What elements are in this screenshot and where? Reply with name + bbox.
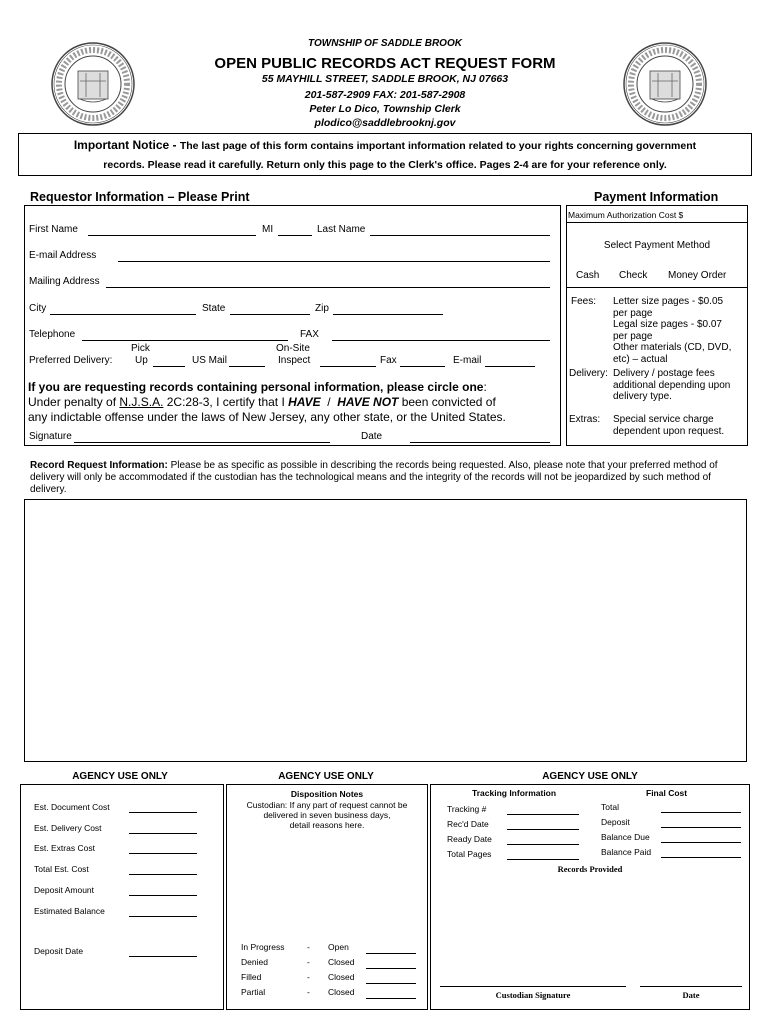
denied-closed-label: Closed bbox=[328, 957, 355, 967]
extras-line2: dependent upon request. bbox=[613, 425, 725, 437]
cash-option[interactable]: Cash bbox=[576, 270, 600, 281]
mailing-label: Mailing Address bbox=[29, 276, 100, 287]
total-pages-label: Total Pages bbox=[447, 849, 492, 859]
extras-label: Extras: bbox=[569, 414, 601, 425]
est-extras-cost-label: Est. Extras Cost bbox=[34, 843, 95, 853]
notes-line3: detail reasons here. bbox=[289, 820, 365, 830]
total-est-cost-field[interactable] bbox=[129, 874, 197, 875]
open-label: Open bbox=[328, 942, 349, 952]
pick-label: Pick bbox=[131, 343, 150, 354]
cert-slash: / bbox=[320, 395, 338, 409]
in-progress-label: In Progress bbox=[241, 942, 285, 952]
record-request-instructions bbox=[30, 460, 742, 496]
fax-label: FAX bbox=[300, 329, 319, 340]
balance-due-label: Balance Due bbox=[601, 832, 650, 842]
partial-label: Partial bbox=[241, 987, 266, 997]
est-delivery-cost-field[interactable] bbox=[129, 833, 197, 834]
fees-label: Fees: bbox=[571, 296, 597, 307]
state-field[interactable] bbox=[230, 314, 310, 315]
agency3-title: AGENCY USE ONLY bbox=[542, 771, 638, 782]
cert-head-text: If you are requesting records containing personal information, please circle one bbox=[28, 380, 484, 394]
tracking-info-title: Tracking Information bbox=[472, 788, 557, 798]
fax-field[interactable] bbox=[332, 340, 550, 341]
township-seal-right bbox=[622, 41, 708, 127]
preferred-delivery-label: Preferred Delivery: bbox=[29, 355, 113, 366]
signature-field[interactable] bbox=[74, 442, 330, 443]
partial-closed-field[interactable] bbox=[366, 998, 416, 999]
signature-label: Signature bbox=[29, 431, 72, 442]
telephone-field[interactable] bbox=[82, 340, 288, 341]
notes-line2: delivered in seven business days, bbox=[263, 810, 391, 820]
max-auth-label: Maximum Authorization Cost $ bbox=[568, 210, 684, 220]
tracking-no-label: Tracking # bbox=[447, 804, 487, 814]
onsite-label: On-Site bbox=[276, 343, 310, 354]
record-request-label: Record Request Information: bbox=[30, 460, 168, 471]
deposit-amount-label: Deposit Amount bbox=[34, 885, 95, 895]
check-option[interactable]: Check bbox=[619, 270, 648, 281]
disposition-notes-instructions bbox=[226, 800, 428, 830]
notice-line2: records. Please read it carefully. Return only this page to the Clerk's office. Pages 2-4 are for your reference only. bbox=[103, 159, 667, 171]
total-est-cost-label: Total Est. Cost bbox=[34, 864, 89, 874]
recd-date-label: Rec'd Date bbox=[447, 819, 489, 829]
balance-due-field[interactable] bbox=[661, 842, 741, 843]
disposition-notes-title: Disposition Notes bbox=[290, 789, 364, 799]
denied-label: Denied bbox=[241, 957, 268, 967]
deposit-date-label: Deposit Date bbox=[34, 946, 84, 956]
denied-dash: - bbox=[307, 957, 310, 967]
first-name-label: First Name bbox=[29, 224, 78, 235]
cert-have[interactable]: HAVE bbox=[288, 395, 321, 409]
record-request-textarea[interactable] bbox=[24, 499, 747, 762]
fee-other: Other materials (CD, DVD, bbox=[613, 342, 732, 353]
city-field[interactable] bbox=[50, 314, 196, 315]
records-provided-title: Records Provided bbox=[557, 864, 623, 874]
date-label: Date bbox=[361, 431, 383, 442]
total-pages-field[interactable] bbox=[507, 859, 579, 860]
ready-date-field[interactable] bbox=[507, 844, 579, 845]
mi-label: MI bbox=[262, 224, 274, 235]
fee-legal-unit: per page bbox=[613, 330, 653, 342]
deposit-amount-field[interactable] bbox=[129, 895, 197, 896]
payment-title: Payment Information bbox=[594, 190, 719, 204]
select-method-label: Select Payment Method bbox=[603, 240, 711, 251]
fax-option-field[interactable] bbox=[400, 366, 445, 367]
deposit-date-field[interactable] bbox=[129, 956, 197, 957]
est-document-cost-field[interactable] bbox=[129, 812, 197, 813]
clerk-email: plodico@saddlebrooknj.gov bbox=[314, 117, 456, 129]
agency2-title: AGENCY USE ONLY bbox=[278, 771, 374, 782]
deposit-field[interactable] bbox=[661, 827, 741, 828]
agency3-box bbox=[430, 784, 750, 1010]
ready-date-label: Ready Date bbox=[447, 834, 492, 844]
deposit-label: Deposit bbox=[601, 817, 630, 827]
tracking-no-field[interactable] bbox=[507, 814, 579, 815]
est-extras-cost-field[interactable] bbox=[129, 853, 197, 854]
township-seal-left bbox=[50, 41, 136, 127]
partial-closed-label: Closed bbox=[328, 987, 355, 997]
telephone-label: Telephone bbox=[29, 329, 76, 340]
est-delivery-cost-label: Est. Delivery Cost bbox=[34, 823, 102, 833]
partial-dash: - bbox=[307, 987, 310, 997]
delivery-list bbox=[613, 368, 730, 403]
money-order-option[interactable]: Money Order bbox=[668, 270, 727, 281]
cert-colon: : bbox=[483, 380, 487, 394]
email-option-label: E-mail bbox=[453, 355, 482, 366]
cert-l1a: Under penalty of bbox=[28, 395, 120, 409]
total-field[interactable] bbox=[661, 812, 741, 813]
balance-paid-label: Balance Paid bbox=[601, 847, 652, 857]
method-divider bbox=[566, 287, 748, 288]
us-mail-label: US Mail bbox=[192, 355, 228, 366]
agency1-box bbox=[20, 784, 224, 1010]
certification-heading bbox=[28, 380, 487, 394]
filled-label: Filled bbox=[241, 972, 262, 982]
custodian-date-field[interactable] bbox=[640, 986, 742, 987]
township-name: TOWNSHIP OF SADDLE BROOK bbox=[308, 38, 462, 49]
agency1-title: AGENCY USE ONLY bbox=[72, 771, 168, 782]
custodian-date-label: Date bbox=[682, 990, 700, 1000]
email-label: E-mail Address bbox=[29, 250, 97, 261]
max-auth-divider bbox=[566, 222, 748, 223]
delivery-label: Delivery: bbox=[569, 368, 608, 379]
up-label: Up bbox=[135, 355, 148, 366]
form-title: OPEN PUBLIC RECORDS ACT REQUEST FORM bbox=[214, 55, 556, 72]
balance-paid-field[interactable] bbox=[661, 857, 741, 858]
filled-closed-field[interactable] bbox=[366, 983, 416, 984]
filled-dash: - bbox=[307, 972, 310, 982]
email-field[interactable] bbox=[118, 261, 550, 262]
estimated-balance-label: Estimated Balance bbox=[34, 906, 105, 916]
fee-letter-unit: per page bbox=[613, 307, 653, 319]
zip-field[interactable] bbox=[333, 314, 443, 315]
inspect-field[interactable] bbox=[320, 366, 376, 367]
fee-letter: Letter size pages - $0.05 bbox=[613, 296, 724, 307]
final-cost-title: Final Cost bbox=[646, 788, 688, 798]
notice-lead: Important Notice - bbox=[73, 138, 180, 152]
cert-have-not[interactable]: HAVE NOT bbox=[337, 395, 399, 409]
custodian-signature-label: Custodian Signature bbox=[495, 990, 571, 1000]
fax-option-label: Fax bbox=[380, 355, 397, 366]
estimated-balance-field[interactable] bbox=[129, 916, 197, 917]
first-name-field[interactable] bbox=[88, 235, 256, 236]
cert-l1c: been convicted of bbox=[398, 395, 496, 409]
in-progress-dash: - bbox=[307, 942, 310, 952]
certification-line2: any indictable offense under the laws of New Jersey, any other state, or the United States. bbox=[28, 410, 506, 424]
certification-line1 bbox=[28, 395, 496, 409]
extras-line1: Special service charge bbox=[613, 414, 714, 425]
cert-njsa: N.J.S.A. bbox=[119, 395, 164, 409]
recd-date-field[interactable] bbox=[507, 829, 579, 830]
mailing-field[interactable] bbox=[106, 287, 550, 288]
record-request-text: Please be as specific as possible in describing the records being requested. Also, please note that your preferred method of delivery will only be accommodated if the custodian has the technological means and the integrity of the records will not be jeopardized by such method of delivery. bbox=[30, 460, 718, 495]
phone-fax: 201-587-2909 FAX: 201-587-2908 bbox=[304, 89, 466, 101]
total-label: Total bbox=[601, 802, 619, 812]
us-mail-field[interactable] bbox=[229, 366, 265, 367]
est-document-cost-label: Est. Document Cost bbox=[34, 802, 110, 812]
inspect-label: Inspect bbox=[278, 355, 311, 366]
city-label: City bbox=[29, 303, 47, 314]
last-name-field[interactable] bbox=[370, 235, 550, 236]
denied-closed-field[interactable] bbox=[366, 968, 416, 969]
date-field[interactable] bbox=[410, 442, 550, 443]
email-option-field[interactable] bbox=[485, 366, 535, 367]
cert-l1b: 2C:28-3, I certify that I bbox=[163, 395, 289, 409]
notes-line1: Custodian: If any part of request cannot be bbox=[246, 800, 408, 810]
last-name-label: Last Name bbox=[317, 224, 366, 235]
fee-other-unit: etc) – actual bbox=[613, 353, 668, 365]
requestor-title: Requestor Information – Please Print bbox=[30, 190, 250, 204]
pickup-field[interactable] bbox=[153, 366, 185, 367]
fees-list bbox=[613, 296, 731, 365]
state-label: State bbox=[202, 303, 226, 314]
mi-field[interactable] bbox=[278, 235, 312, 236]
delivery-line2: additional depending upon bbox=[613, 379, 731, 391]
clerk-name: Peter Lo Dico, Township Clerk bbox=[309, 103, 461, 115]
filled-closed-label: Closed bbox=[328, 972, 355, 982]
custodian-signature-field[interactable] bbox=[440, 986, 626, 987]
fee-legal: Legal size pages - $0.07 bbox=[613, 319, 722, 330]
notice-line1: The last page of this form contains important information related to your rights concerning government bbox=[179, 140, 697, 152]
address: 55 MAYHILL STREET, SADDLE BROOK, NJ 07663 bbox=[261, 73, 509, 85]
extras-list bbox=[613, 414, 724, 437]
important-notice bbox=[18, 133, 752, 176]
delivery-line1: Delivery / postage fees bbox=[613, 368, 715, 379]
delivery-line3: delivery type. bbox=[613, 391, 672, 402]
open-field[interactable] bbox=[366, 953, 416, 954]
zip-label: Zip bbox=[315, 303, 329, 314]
